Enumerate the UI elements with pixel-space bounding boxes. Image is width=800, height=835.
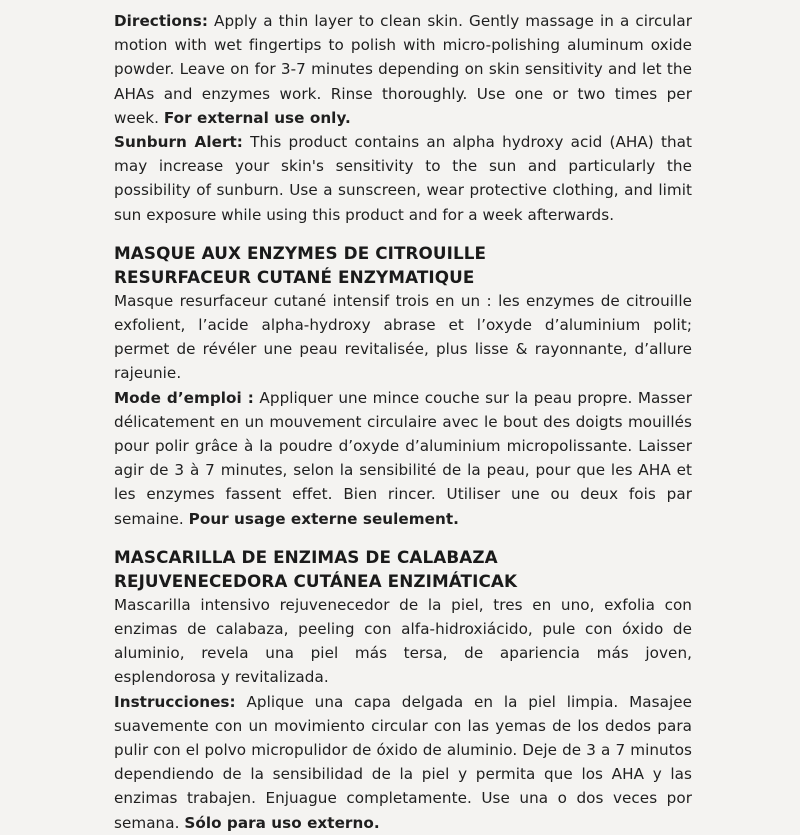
french-description: Masque resurfaceur cutané intensif trois en un : les enzymes de citrouille exfolient, l’acide alpha-hydroxy abrase et l’oxyde d’aluminium polit; permet de révéler une peau revitalisée, plus lisse & rayonnante, d’allure rajeunie.: [114, 291, 692, 383]
spanish-instrucciones-text: Aplique una capa delgada en la piel limpia. Masajee suavemente con un movimiento circular con las yemas de los dedos para pulir con el polvo micropulidor de óxido de aluminio. Deje de 3 a 7 minutos dependiendo de la sensibilidad de la piel y permita que los AHA y las enzimas trabajen. Enjuague completamente. Use una o dos veces por semana.: [114, 692, 692, 832]
french-mode-text: Appliquer une mince couche sur la peau propre. Masser délicatement en un mouvement circulaire avec le bout des doigts mouillés pour polir grâce à la poudre d’oxyde d’aluminium micropolissante. Laisser agir de 3 à 7 minutes, selon la sensibilité de la peau, pour que les AHA et les enzymes fassent effet. Bien rincer. Utiliser une ou deux fois par semaine.: [114, 388, 692, 528]
french-heading: [114, 241, 692, 289]
spanish-instrucciones-paragraph: [114, 690, 692, 835]
spanish-instrucciones-emphasis: Sólo para uso externo.: [184, 813, 380, 832]
directions-text: Apply a thin layer to clean skin. Gently massage in a circular motion with wet fingertips to polish with micro-polishing aluminum oxide powder. Leave on for 3-7 minutes depending on skin sensitivity and let the AHAs and enzymes work. Rinse thoroughly. Use one or two times per week.: [114, 12, 692, 127]
sunburn-alert-label: Sunburn Alert:: [114, 133, 243, 152]
directions-emphasis: For external use only.: [163, 108, 351, 127]
spanish-heading: [114, 545, 692, 593]
spanish-description: Mascarilla intensivo rejuvenecedor de la piel, tres en uno, exfolia con enzimas de calabaza, peeling con alfa-hidroxiácido, pule con óxido de aluminio, revela una piel más tersa, de apariencia más joven, esplendorosa y revitalizada.: [114, 595, 692, 687]
spanish-heading-line-1: MASCARILLA DE ENZIMAS DE CALABAZA: [114, 546, 498, 567]
sunburn-alert-paragraph: [114, 130, 692, 227]
directions-label: Directions:: [114, 12, 208, 30]
french-heading-line-1: MASQUE AUX ENZYMES DE CITROUILLE: [114, 242, 487, 263]
sunburn-alert-text: This product contains an alpha hydroxy acid (AHA) that may increase your skin's sensitivity to the sun and particularly the possibility of sunburn. Use a sunscreen, wear protective clothing, and limit sun exposure while using this product and for a week afterwards.: [114, 133, 693, 224]
directions-paragraph: [114, 9, 692, 130]
spanish-heading-line-2: REJUVENECEDORA CUTÁNEA ENZIMÁTICAK: [114, 570, 518, 591]
french-mode-emploi-paragraph: [114, 386, 692, 531]
french-heading-line-2: RESURFACEUR CUTANÉ ENZYMATIQUE: [114, 266, 475, 287]
french-mode-label: Mode d’emploi :: [114, 388, 254, 407]
spanish-instrucciones-label: Instrucciones:: [114, 692, 236, 711]
french-mode-emphasis: Pour usage externe seulement.: [188, 509, 459, 528]
